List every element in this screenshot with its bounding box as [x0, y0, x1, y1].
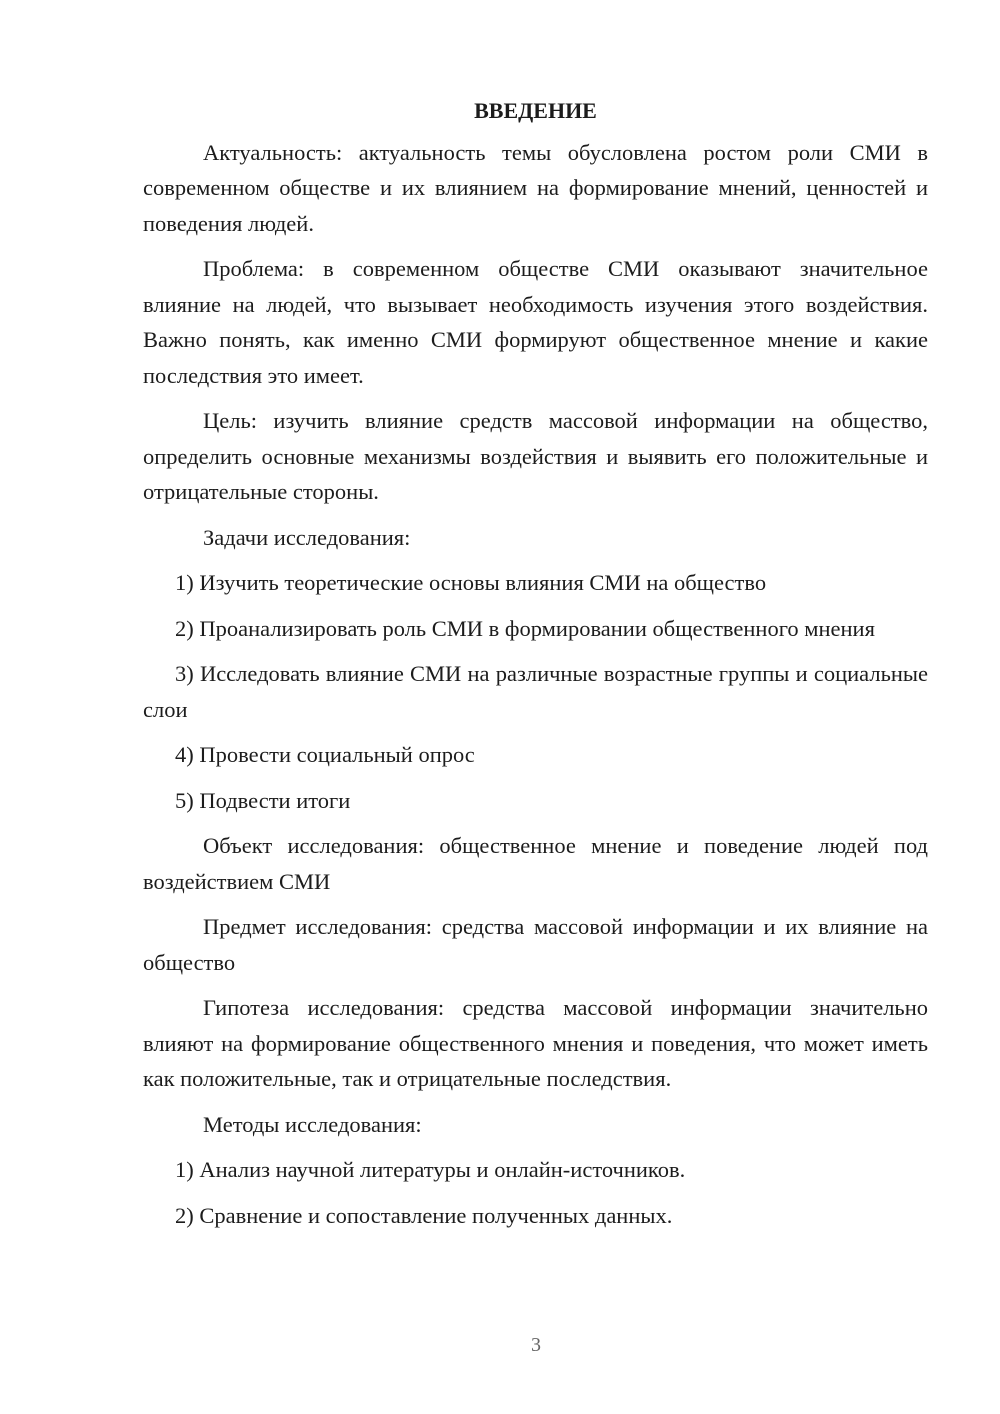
section-title: ВВЕДЕНИЕ	[474, 98, 597, 123]
method-item: 1) Анализ научной литературы и онлайн-источников.	[175, 1157, 686, 1182]
object-paragraph: Объект исследования: общественное мнение и поведение людей под воздействием СМИ	[143, 833, 928, 894]
task-item: 1) Изучить теоретические основы влияния СМИ на общество	[175, 570, 767, 595]
goal-paragraph: Цель: изучить влияние средств массовой информации на общество, определить основные механизмы воздействия и выявить его положительные и отрицательные стороны.	[143, 408, 928, 504]
task-item: 5) Подвести итоги	[175, 787, 351, 813]
task-item: 2) Проанализировать роль СМИ в формировании общественного мнения	[175, 615, 875, 641]
method-item: 2) Сравнение и сопоставление полученных данных.	[175, 1202, 673, 1228]
methods-label: Методы исследования:	[203, 1111, 422, 1137]
tasks-label: Задачи исследования:	[203, 524, 411, 550]
subject-paragraph: Предмет исследования: средства массовой информации и их влияние на общество	[143, 914, 928, 975]
problem-paragraph: Проблема: в современном обществе СМИ оказывают значительное влияние на людей, что вызывает необходимость изучения этого воздействия. Важно понять, как именно СМИ формируют общественное мнение и какие последствия это имеет.	[143, 256, 928, 388]
hypothesis-paragraph: Гипотеза исследования: средства массовой информации значительно влияют на формирование общественного мнения и поведения, что может иметь как положительные, так и отрицательные последствия.	[143, 995, 928, 1091]
task-item: 3) Исследовать влияние СМИ на различные возрастные группы и социальные слои	[143, 661, 928, 722]
page-number: 3	[531, 1334, 541, 1356]
relevance-paragraph: Актуальность: актуальность темы обусловлена ростом роли СМИ в современном обществе и их влиянием на формирование мнений, ценностей и поведения людей.	[143, 139, 928, 236]
page-content	[143, 93, 928, 1243]
task-item: 4) Провести социальный опрос	[175, 742, 475, 767]
